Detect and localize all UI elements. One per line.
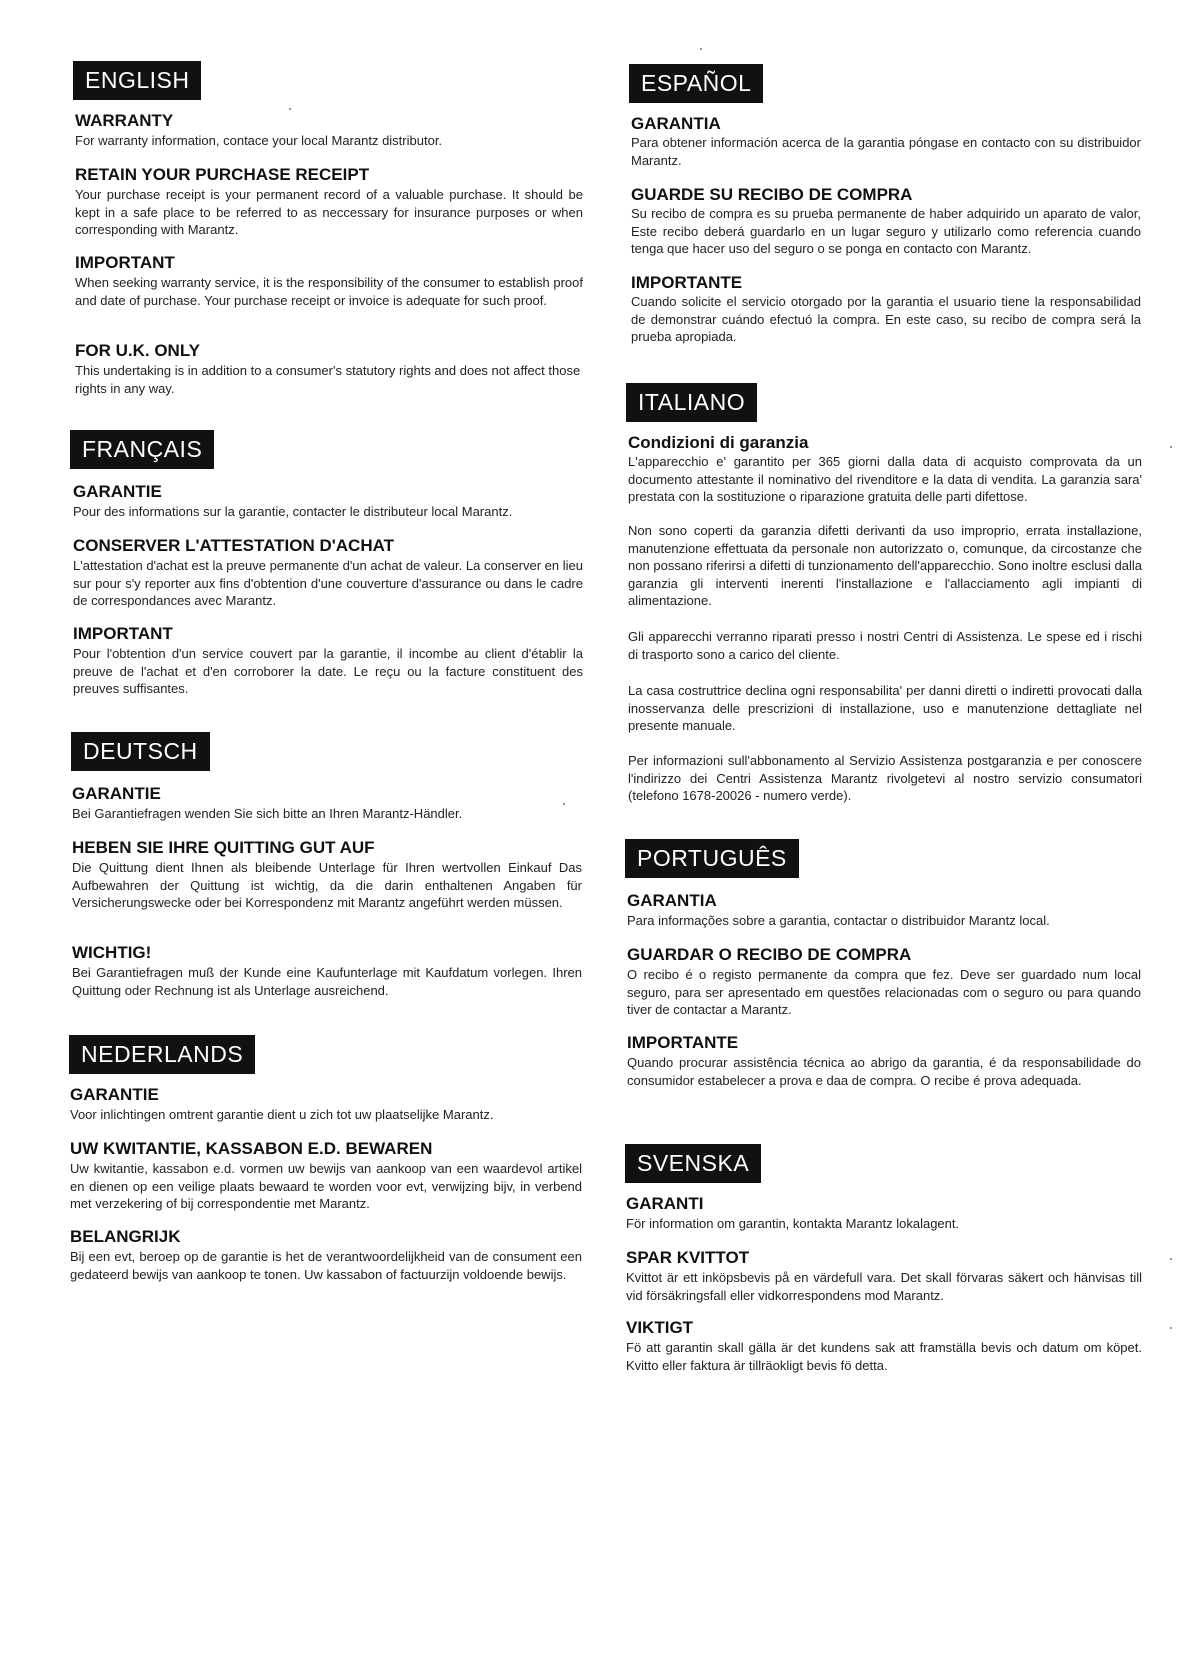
scan-speck (700, 48, 702, 50)
deutsch-quitting-heading: HEBEN SIE IHRE QUITTING GUT AUF (72, 838, 375, 857)
francais-attestation-heading: CONSERVER L'ATTESTATION D'ACHAT (73, 536, 395, 555)
scan-speck (563, 803, 565, 805)
nederlands-belangrijk-text: Bij een evt, beroep op de garantie is het de verantwoordelijkheid van de consument een gedateerd bewijs van aankoop te tonen. Uw kassabon of factuurzijn voldoende bewijs. (70, 1249, 582, 1282)
francais-language-label: FRANÇAIS (70, 430, 214, 469)
svenska-language-label: SVENSKA (625, 1144, 761, 1183)
francais-important-text: Pour l'obtention d'un service couvert par la garantie, il incombe au client d'établir la preuve de l'achat et d'en corroborer la date. Le reçu ou la facture constituent des preuves suffisantes. (73, 646, 583, 696)
italiano-para-2: Non sono coperti da garanzia difetti derivanti da uso improprio, errata installazione, manutenzione effettuata da personale non autorizzato o, comunque, da circostanze che non possano riferirsi a difetti di tunzionamento dell'apparecchio. Sono inoltre esclusi dalla garanzia gli interventi inerenti l'installazione e l'allacciamento agli impianti di alimentazione. (628, 523, 1142, 608)
italiano-condizioni-heading: Condizioni di garanzia (628, 433, 809, 452)
svenska-kvittot-text: Kvittot är ett inköpsbevis på en värdefull vara. Det skall förvaras säkert och hänvisas till vid försäkringsfall eller vidkorrespondens mod Marantz. (626, 1270, 1142, 1303)
deutsch-wichtig-heading: WICHTIG! (72, 943, 152, 962)
francais-garantie-text: Pour des informations sur la garantie, contacter le distributeur local Marantz. (73, 504, 513, 519)
scan-speck (1170, 1327, 1172, 1329)
english-uk-text: This undertaking is in addition to a consumer's statutory rights and does not affect those rights in any way. (75, 363, 581, 396)
portugues-importante-text: Quando procurar assistência técnica ao abrigo da garantia, é da responsabilidade do consumidor estabelecer a prova e daa de compra. O recibe é prova adequada. (627, 1055, 1141, 1088)
english-important-text: When seeking warranty service, it is the responsibility of the consumer to establish proof and date of purchase. Your purchase receipt or invoice is adequate for such proof. (75, 275, 583, 308)
svenska-garanti-text: För information om garantin, kontakta Marantz lokalagent. (626, 1216, 960, 1231)
espanol-importante-heading: IMPORTANTE (631, 273, 743, 292)
nederlands-garantie-heading: GARANTIE (70, 1085, 159, 1104)
english-important-heading: IMPORTANT (75, 253, 175, 272)
italiano-para-4: La casa costruttrice declina ogni responsabilita' per danni diretti o indiretti provocati dalla inosservanza delle prescrizioni di installazione, uso e manutenzione dettagliate nel presente manuale. (628, 683, 1142, 733)
scan-speck (1170, 1258, 1172, 1260)
nederlands-garantie-text: Voor inlichtingen omtrent garantie dient u zich tot uw plaatselijke Marantz. (70, 1107, 494, 1122)
english-warranty-heading: WARRANTY (75, 111, 174, 130)
portugues-recibo-text: O recibo é o registo permanente da compra que fez. Deve ser guardado num local seguro, para ser apresentado em questões relacionadas com o seguro ou para quando tiver de contactar a Marantz. (627, 967, 1141, 1017)
italiano-language-label: ITALIANO (626, 383, 757, 422)
nederlands-belangrijk-heading: BELANGRIJK (70, 1227, 181, 1246)
nederlands-kwitantie-heading: UW KWITANTIE, KASSABON E.D. BEWAREN (70, 1139, 433, 1158)
portugues-garantia-text: Para informações sobre a garantia, contactar o distribuidor Marantz local. (627, 913, 1050, 928)
english-receipt-text: Your purchase receipt is your permanent record of a valuable purchase. It should be kept in a safe place to be referred to as neccessary for insurance purposes or when corresponding with Marantz. (75, 187, 583, 237)
english-language-label: ENGLISH (73, 61, 201, 100)
deutsch-garantie-heading: GARANTIE (72, 784, 161, 803)
francais-garantie-heading: GARANTIE (73, 482, 162, 501)
nederlands-language-label: NEDERLANDS (69, 1035, 255, 1074)
portugues-language-label: PORTUGUÊS (625, 839, 799, 878)
nederlands-kwitantie-text: Uw kwitantie, kassabon e.d. vormen uw bewijs van aankoop van een waardevol artikel en dienen op een veilige plaats bewaard te worden voor evt, verwijzing bijv, in verbend met verzekering of bij correspondentie met Marantz. (70, 1161, 582, 1211)
scan-speck (289, 108, 291, 110)
italiano-para-5: Per informazioni sull'abbonamento al Servizio Assistenza postgaranzia e per conoscere l'indirizzo dei Centri Assistenza Marantz rivolgetevi al nostro servizio consumatori (telefono 1678-20026 - numero verde). (628, 753, 1142, 803)
svenska-garanti-heading: GARANTI (626, 1194, 704, 1213)
portugues-importante-heading: IMPORTANTE (627, 1033, 739, 1052)
italiano-para-3: Gli apparecchi verranno riparati presso i nostri Centri di Assistenza. Le spese ed i rischi di trasporto sono a carico del cliente. (628, 629, 1142, 662)
francais-important-heading: IMPORTANT (73, 624, 173, 643)
italiano-para-1: L'apparecchio e' garantito per 365 giorni dalla data di acquisto comprovata da un documento attestante il nominativo del rivenditore e la data di vendita. La garanzia sara' prestata con la sostituzione o riparazione gratuita delle parti difettose. (628, 454, 1142, 504)
portugues-garantia-heading: GARANTIA (627, 891, 717, 910)
svenska-viktigt-heading: VIKTIGT (626, 1318, 694, 1337)
espanol-recibo-text: Su recibo de compra es su prueba permanente de haber adquirido un aparato de valor, Este recibo deberá guardarlo en un lugar seguro y utilizarlo como referencia cuando tenga que hacer uso del seguro o se ponga en contacto con Marantz. (631, 206, 1141, 256)
english-uk-heading: FOR U.K. ONLY (75, 341, 200, 360)
francais-attestation-text: L'attestation d'achat est la preuve permanente d'un achat de valeur. La conserver en lieu sur pour s'y reporter aux fins d'obtention d'une couverture d'assurance ou dans le cadre de correspondances avec Marantz. (73, 558, 583, 608)
portugues-recibo-heading: GUARDAR O RECIBO DE COMPRA (627, 945, 912, 964)
deutsch-language-label: DEUTSCH (71, 732, 210, 771)
deutsch-garantie-text: Bei Garantiefragen wenden Sie sich bitte an Ihren Marantz-Händler. (72, 806, 463, 821)
espanol-garantia-heading: GARANTIA (631, 114, 721, 133)
espanol-language-label: ESPAÑOL (629, 64, 763, 103)
espanol-recibo-heading: GUARDE SU RECIBO DE COMPRA (631, 185, 913, 204)
deutsch-wichtig-text: Bei Garantiefragen muß der Kunde eine Kaufunterlage mit Kaufdatum vorlegen. Ihren Quittung oder Rechnung ist als Unterlage ausreichend. (72, 965, 582, 998)
deutsch-quitting-text: Die Quittung dient Ihnen als bleibende Unterlage für Ihren wertvollen Einkauf Das Aufbewahren der Quittung ist wichtig, da die darin enthaltenen Angaben für Versicherungswecke oder bei Korrespondenz mit Marantz angeführt werden müssen. (72, 860, 582, 910)
espanol-garantia-text: Para obtener información acerca de la garantia póngase en contacto con su distribuidor Marantz. (631, 135, 1141, 168)
english-warranty-text: For warranty information, contace your local Marantz distributor. (75, 133, 443, 148)
svenska-viktigt-text: Fö att garantin skall gälla är det kundens sak att framställa bevis och datum om köpet. Kvitto eller faktura är tillräokligt bevis fö detta. (626, 1340, 1142, 1373)
svenska-kvittot-heading: SPAR KVITTOT (626, 1248, 750, 1267)
scan-speck (1170, 446, 1172, 448)
espanol-importante-text: Cuando solicite el servicio otorgado por la garantia el usuario tiene la responsabilidad de demonstrar cuándo efectuó la compra. En este caso, su recibo de compra será la prueba apropiada. (631, 294, 1141, 344)
english-receipt-heading: RETAIN YOUR PURCHASE RECEIPT (75, 165, 370, 184)
